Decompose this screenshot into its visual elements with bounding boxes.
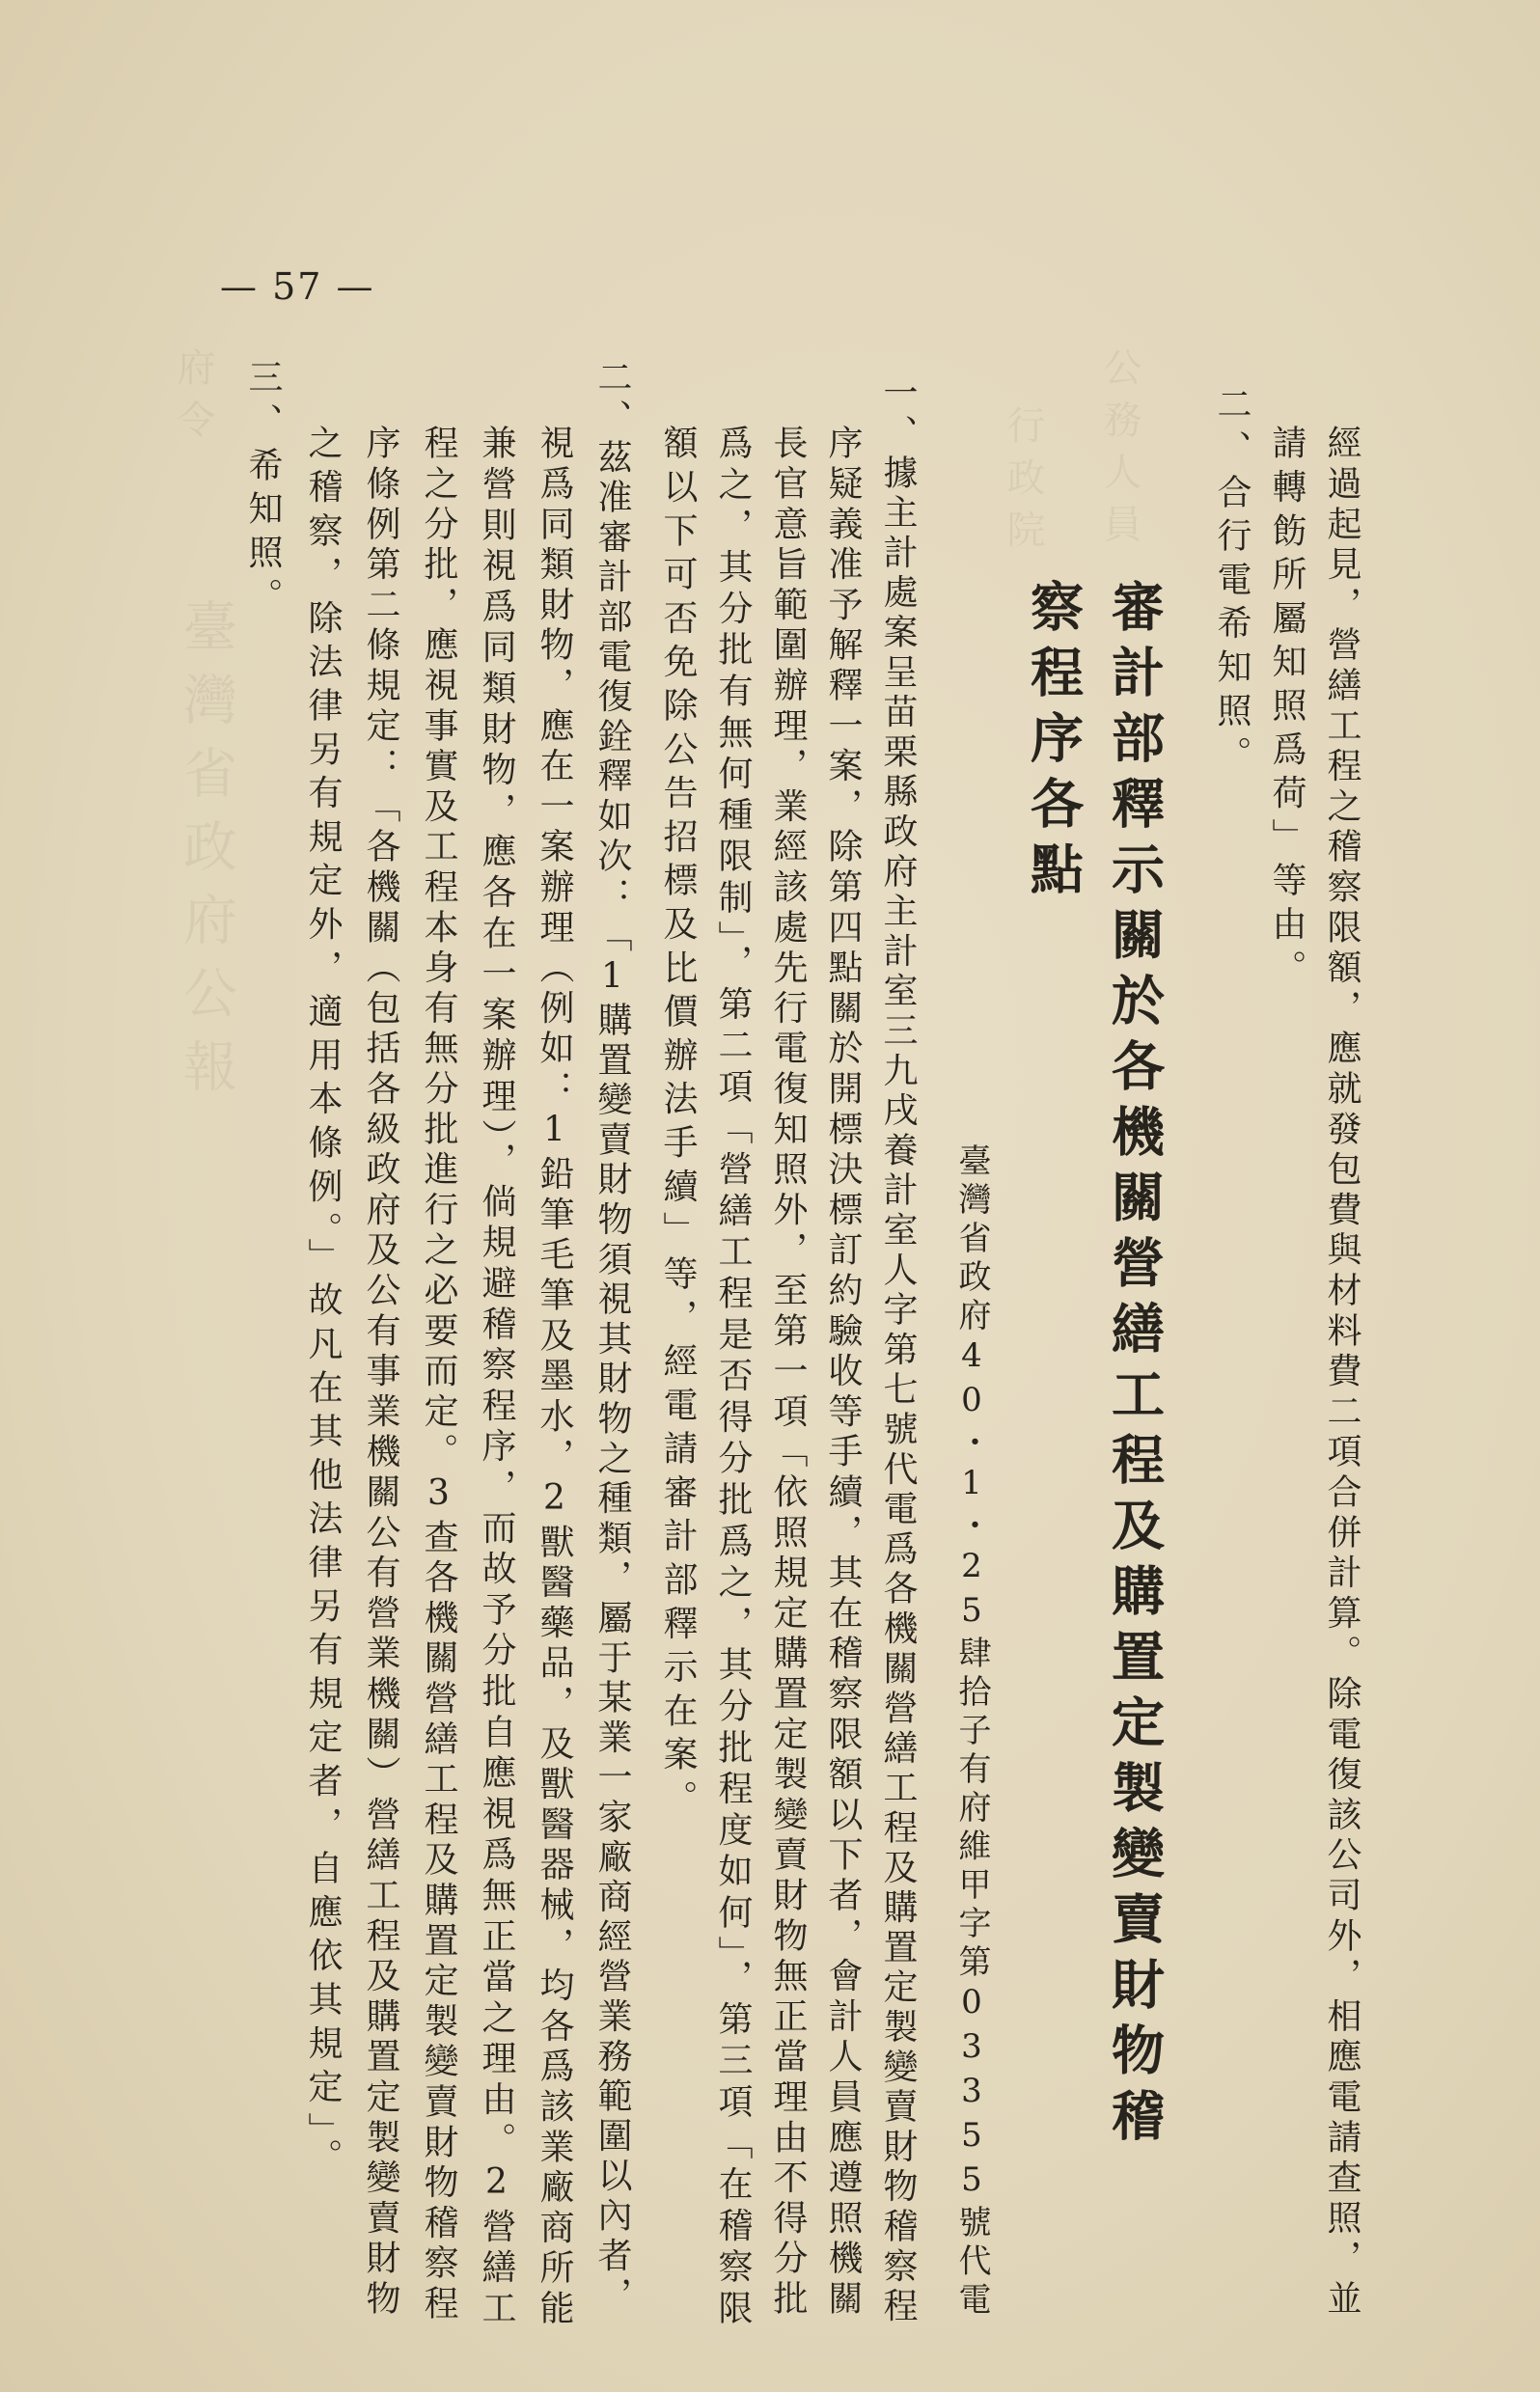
text-column: 二、合行電希知照。 — [1212, 386, 1251, 780]
text-column: 兼營則視爲同類財物，應各在一案辦理），倘規避稽察程序，而故予分批自應視爲無正當之理由。2營繕工 — [477, 425, 516, 2331]
document-reference: 臺灣省政府40・1・25肆拾子有府維甲字第03355號代電 — [952, 1143, 991, 2321]
bleed-through-text: 府令 — [171, 347, 215, 452]
bleed-through-text: 行政院 — [1001, 405, 1045, 562]
article-title: 審計部釋示關於各機關營繕工程及購置定製變賣財物稽 — [1103, 579, 1166, 2154]
text-column: 視爲同類財物，應在一案辦理（例如：1鉛筆毛筆及墨水，2獸醫藥品，及獸醫器械，均各爲該業廠商所能 — [535, 425, 574, 2330]
text-column: 額以下可否免除公告招標及比價辦法手續」等，經電請審計部釋示在案。 — [658, 425, 698, 1824]
text-column: 長官意旨範圍辦理，業經該處先行電復知照外，至第一項「依照規定購置定製變賣財物無正當理由不得分批 — [768, 425, 808, 2321]
page-number: — 57 — — [220, 265, 375, 308]
text-column: 程之分批，應視事實及工程本身有無分批進行之必要而定。3查各機關營繕工程及購置定製變賣財物稽察程 — [419, 425, 458, 2325]
bleed-through-text: 公務人員 — [1097, 347, 1141, 556]
text-column: 三、希知照。 — [243, 359, 283, 621]
text-column: 之稽察，除法律另有規定外，適用本條例。」故凡在其他法律另有規定者，自應依其規定」。 — [303, 425, 343, 2183]
bleed-through-text: 臺灣省政府公報 — [175, 598, 237, 1112]
text-column: 爲之，其分批有無何種限制」，第二項「營繕工程是否得分批爲之，其分批程度如何」，第三項「在稽察限 — [713, 425, 753, 2331]
text-column: 一、據主計處案呈苗栗縣政府主計室三九戌養計室人字第七號代電爲各機關營繕工程及購置定製變賣財物稽察程 — [878, 374, 918, 2327]
text-column: 序疑義准予解釋一案，除第四點關於開標決標訂約驗收等手續，其在稽察限額以下者，會計人員應遵照機關 — [823, 425, 863, 2321]
article-title: 察程序各點 — [1022, 579, 1085, 907]
text-column: 經過起見，營繕工程之稽察限額，應就發包費與材料費二項合併計算。除電復該公司外，相應電請查照，並 — [1322, 425, 1361, 2321]
text-column: 請轉飭所屬知照爲荷」等由。 — [1267, 425, 1306, 993]
text-column: 二、茲准審計部電復銓釋如次：「1購置變賣財物須視其財物之種類，屬于某業一家廠商經營業務範圍以內者， — [592, 359, 632, 2317]
text-column: 序條例第二條規定：「各機關（包括各級政府及公有事業機關公有營業機關）營繕工程及購置定製變賣財物 — [361, 425, 400, 2321]
